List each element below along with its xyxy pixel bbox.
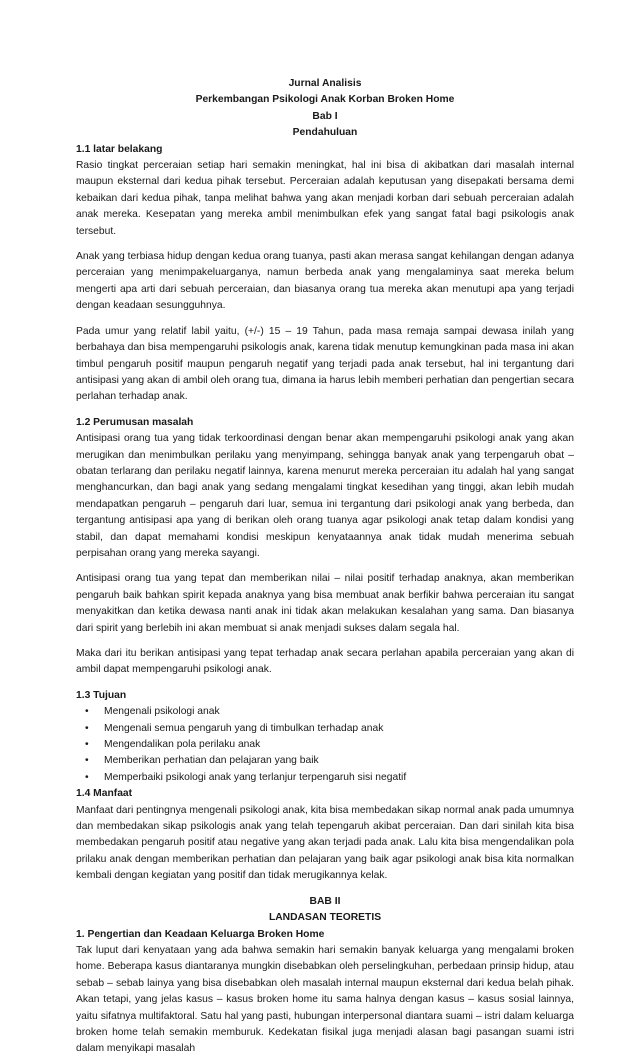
section-heading-2-1: 1. Pengertian dan Keadaan Keluarga Broken Home [76, 928, 325, 940]
list-item [85, 704, 574, 720]
list-item-text: Mengenali semua pengaruh yang di timbulkan terhadap anak [104, 722, 384, 734]
objectives-list [76, 704, 574, 786]
bullet-icon: • [85, 706, 89, 718]
chapter-title: LANDASAN TEORETIS [268, 912, 382, 924]
paragraph: Pada umur yang relatif labil yaitu, (+/-) 15 – 19 Tahun, pada masa remaja sampai dewasa inilah yang berbahaya dan bisa mempengaruhi psikologis anak, karena tidak menutup kemungkinan pada masa ini akan timbul pengaruh positif maupun pengaruh negatif yang terjadi pada anak tersebut, hal ini tergantung dari antisipasi yang akan di ambil oleh orang tua, dimana ia harus lebih memberi perhatian dan pengertian secara perlahan terhadap anak. [76, 325, 574, 403]
bullet-icon: • [85, 755, 89, 767]
journal-label: Jurnal Analisis [288, 78, 362, 89]
list-item [85, 770, 574, 786]
chapter-title: Pendahuluan [292, 127, 358, 139]
section-heading-1-3: 1.3 Tujuan [76, 689, 127, 701]
list-item-text: Mengenali psikologi anak [104, 706, 220, 718]
paragraph: Maka dari itu berikan antisipasi yang tepat terhadap anak secara perlahan apabila perceraian yang akan di ambil dapat mempengaruhi psikologi anak. [76, 648, 574, 676]
paragraph: Antisipasi orang tua yang tepat dan memberikan nilai – nilai positif terhadap anaknya, akan memberikan pengaruh baik bahkan spirit kepada anaknya yang bisa membuat anak berfikir bahwa perceraian itu sangat menyakitkan dan ketika dewasa nanti anak ini tidak akan melakukan kesalahan yang sama. Dan biasanya dari spirit yang berlebih ini akan membuat si anak menjadi sukses dalam segala hal. [76, 573, 574, 634]
bullet-icon: • [85, 722, 89, 734]
list-item-text: Memberikan perhatian dan pelajaran yang baik [104, 755, 319, 767]
bullet-icon: • [85, 739, 89, 751]
section-heading-1-4: 1.4 Manfaat [76, 788, 133, 800]
list-item [85, 753, 574, 769]
list-item [85, 737, 574, 753]
chapter-number: Bab I [312, 110, 338, 122]
list-item-text: Mengendalikan pola perilaku anak [104, 739, 261, 751]
section-heading-1-2: 1.2 Perumusan masalah [76, 416, 194, 428]
section-heading-1-1: 1.1 latar belakang [76, 143, 163, 155]
list-item [85, 721, 574, 737]
paragraph: Manfaat dari pentingnya mengenali psikologi anak, kita bisa membedakan sikap normal anak pada umumnya dan membedakan sikap psikologis anak yang telah tepengaruh akibat perceraian. Dan dari sinilah kita bisa membedakan pengaruh positif atau negative yang akan terjadi pada anak. Lalu kita bisa mengendalikan pola prilaku anak dengan memberikan perhatian dan pelajaran yang baik agar psikologi anak bisa kita normalkan kembali dengan kegiatan yang positif dan tidak merugikannya kelak. [76, 804, 574, 882]
bullet-icon: • [85, 771, 89, 783]
paragraph: Antisipasi orang tua yang tidak terkoordinasi dengan benar akan mempengaruhi psikologi anak yang akan merugikan dan menimbulkan perilaku yang menyimpang, sehingga banyak anak yang terpengaruh obat – obatan terlarang dan perilaku negatif lainnya, karena menurut mereka perceraian itu adalah hal yang sangat menghancurkan, dan bagi anak yang sedang mengalami tingkat kesedihan yang tinggi, akan lebih mudah mendapatkan pengaruh – pengaruh dari luar, semua ini tergantung dari psikologi anak yang berbeda, dan tergantung antisipasi apa yang di berikan oleh orang tuanya agar psikologi anak tetap dalam kondisi yang stabil, dan dapat memahami kondisi meskipun kenyataannya anak tidak mudah menerima sebuah perpisahan orang yang mereka sayangi. [76, 433, 574, 559]
paragraph: Tak luput dari kenyataan yang ada bahwa semakin hari semakin banyak keluarga yang mengalami broken home. Beberapa kasus diantaranya mungkin disebabkan oleh perselingkuhan, perbedaan prinsip hidup, atau sebab – sebab lainya yang bisa disebabkan oleh masalah internal maupun eksternal dari kedua belah pihak. Akan tetapi, yang jelas kasus – kasus broken home itu sama halnya dengan kasus – kasus sosial lainnya, yaitu sifatnya multifaktoral. Satu hal yang pasti, hubungan interpersonal diantara suami – istri dalam keluarga broken home telah semakin memburuk. Kedekatan fisikal juga menjadi alasan bagi pasangan suami istri dalam menyikapi masalah [76, 944, 574, 1055]
paragraph: Rasio tingkat perceraian setiap hari semakin meningkat, hal ini bisa di akibatkan dari masalah internal maupun eksternal dari kedua pihak tersebut. Perceraian adalah keputusan yang disepakati bersama demi kebaikan dari kedua pihak, tanpa melihat bahwa yang akan menjadi korban dari sebuah perceraian adalah anak mereka. Kesepatan yang mereka ambil menimbulkan efek yang sangat fatal bagi psikologis anak tersebut. [76, 160, 574, 237]
paragraph: Anak yang terbiasa hidup dengan kedua orang tuanya, pasti akan merasa sangat kehilangan dengan adanya perceraian yang menimpakeluarganya, namun berbeda anak yang mengalaminya saat mereka belum mengerti apa arti dari sebuah perceraian, dan biasanya orang tua mereka akan menutupi apa yang terjadi dengan keadaan sesungguhnya. [76, 251, 574, 312]
chapter-number: BAB II [309, 895, 341, 907]
list-item-text: Memperbaiki psikologi anak yang terlanjur terpengaruh sisi negatif [104, 771, 407, 783]
document-title: Perkembangan Psikologi Anak Korban Broken Home [195, 94, 455, 106]
